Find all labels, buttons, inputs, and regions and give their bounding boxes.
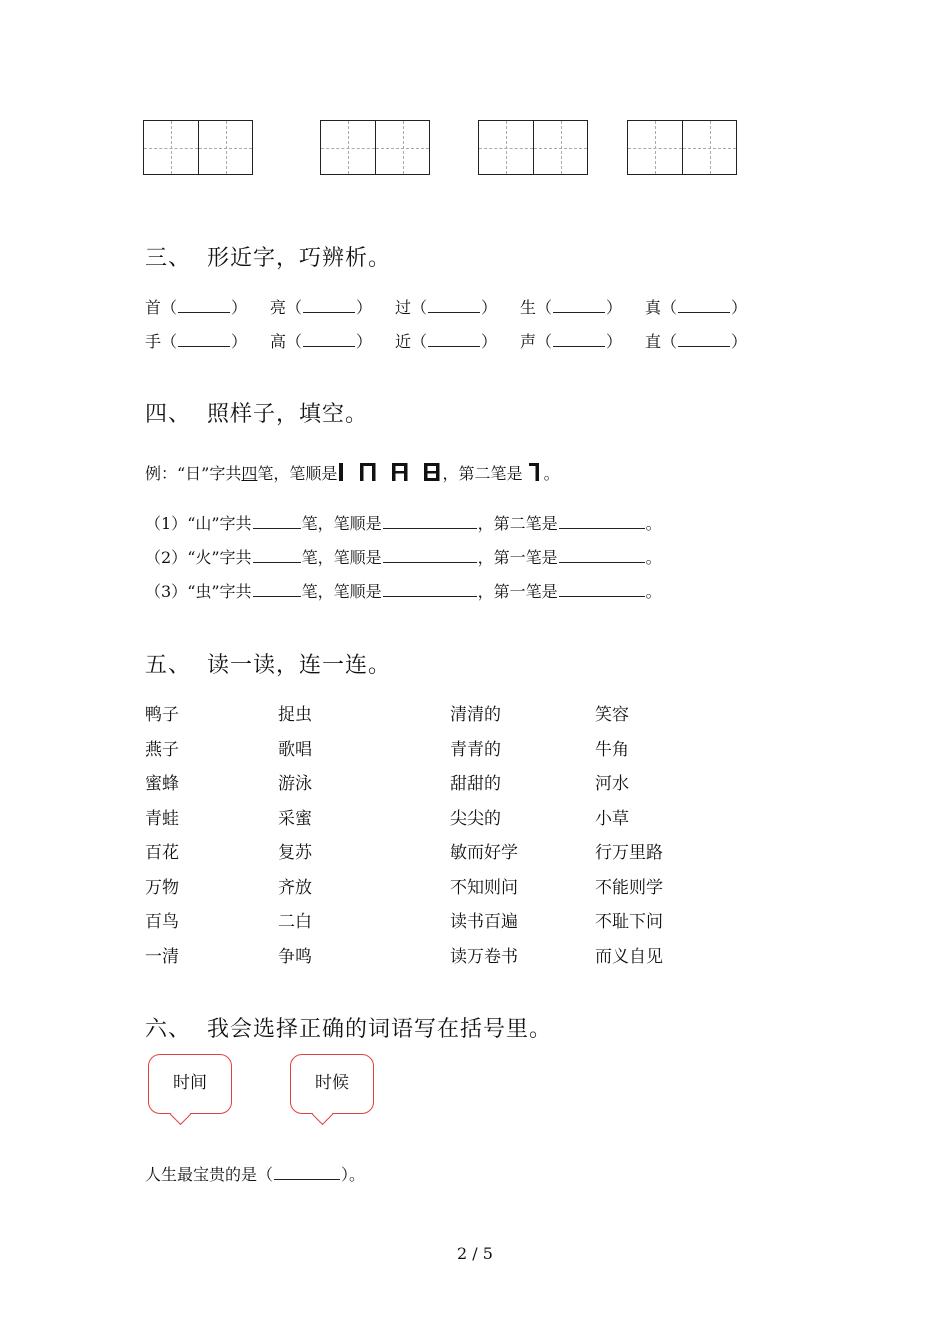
word-option-label: 时候: [315, 1073, 349, 1093]
section-4-heading: [145, 397, 368, 428]
match-item[interactable]: 百花: [145, 843, 179, 863]
match-item[interactable]: 甜甜的: [450, 774, 501, 794]
char-pair: 手（ ）: [145, 332, 248, 351]
writing-grid-3[interactable]: [478, 120, 588, 175]
match-item[interactable]: 齐放: [278, 877, 312, 898]
answer-blank[interactable]: [678, 311, 730, 313]
match-item[interactable]: 尖尖的: [450, 808, 501, 829]
match-item[interactable]: 鸭子: [145, 705, 179, 725]
match-item[interactable]: 万物: [145, 877, 179, 898]
section-title: 形近字，巧辨析。: [207, 246, 392, 271]
question-1: （1）“山”字共 笔，笔顺是 ，第二笔是 。: [145, 514, 662, 533]
match-item[interactable]: 捉虫: [278, 705, 312, 725]
char-pair: 直（ ）: [645, 332, 748, 351]
match-item[interactable]: 游泳: [278, 774, 312, 794]
page-number: 2 / 5: [457, 1244, 493, 1263]
match-item[interactable]: 青青的: [450, 739, 501, 760]
match-item[interactable]: 而义自见: [595, 946, 663, 967]
match-item[interactable]: 采蜜: [278, 808, 312, 829]
section-number: 三、: [145, 246, 192, 271]
match-item[interactable]: 一清: [145, 946, 179, 967]
fill-sentence: 人生最宝贵的是（ ）。: [145, 1165, 366, 1184]
char-pair: 高（ ）: [270, 332, 373, 351]
match-item[interactable]: 清清的: [450, 705, 501, 725]
match-col-2: [278, 700, 312, 976]
stroke-count-blank[interactable]: [253, 527, 301, 529]
stroke-blank[interactable]: [559, 561, 645, 563]
char-pair: 生（ ）: [520, 298, 623, 317]
stroke-count-blank[interactable]: [253, 595, 301, 597]
char-pair: 真（ ）: [645, 298, 748, 317]
match-item[interactable]: 不耻下问: [595, 912, 663, 932]
section-number: 五、: [145, 653, 192, 678]
match-item[interactable]: 燕子: [145, 739, 179, 760]
match-item[interactable]: 歌唱: [278, 739, 312, 760]
stroke-heng-zhe-icon: [528, 462, 540, 482]
match-item[interactable]: 河水: [595, 774, 629, 794]
section-3-heading: [145, 241, 391, 272]
match-item[interactable]: 二白: [278, 912, 312, 932]
match-item[interactable]: 读书百遍: [450, 912, 518, 932]
char-pair: 近（ ）: [395, 332, 498, 351]
match-item[interactable]: 争鸣: [278, 946, 312, 967]
stroke-order-blank[interactable]: [383, 595, 477, 597]
match-item[interactable]: 笑容: [595, 705, 629, 725]
writing-grid-2[interactable]: [320, 120, 430, 175]
example-line: 例：“日”字共四笔，笔顺是 ，第二笔是 。: [145, 464, 560, 483]
writing-grid-1[interactable]: [143, 120, 253, 175]
answer-blank[interactable]: [553, 345, 605, 347]
answer-blank[interactable]: [678, 345, 730, 347]
example-count: 四: [241, 464, 258, 483]
match-col-1: [145, 700, 179, 976]
answer-blank[interactable]: [178, 345, 230, 347]
stroke-blank[interactable]: [559, 527, 645, 529]
match-item[interactable]: 小草: [595, 808, 629, 829]
writing-grid-4[interactable]: [627, 120, 737, 175]
answer-blank[interactable]: [303, 311, 355, 313]
match-item[interactable]: 牛角: [595, 739, 629, 760]
word-option-label: 时间: [173, 1073, 207, 1093]
section-number: 四、: [145, 402, 192, 427]
match-col-4: [595, 700, 663, 976]
question-3: （3）“虫”字共 笔，笔顺是 ，第一笔是 。: [145, 582, 662, 601]
answer-blank[interactable]: [553, 311, 605, 313]
section-title: 我会选择正确的词语写在括号里。: [207, 1017, 553, 1042]
match-item[interactable]: 不知则问: [450, 877, 518, 898]
match-col-3: [450, 700, 518, 976]
question-2: （2）“火”字共 笔，笔顺是 ，第一笔是 。: [145, 548, 662, 567]
stroke-order-4-icon: [423, 462, 441, 482]
match-item[interactable]: 不能则学: [595, 877, 663, 898]
similar-chars-row-1: [145, 295, 770, 318]
match-item[interactable]: 行万里路: [595, 843, 663, 863]
char-pair: 亮（ ）: [270, 298, 373, 317]
answer-blank[interactable]: [428, 311, 480, 313]
bubble-tail: [170, 1104, 191, 1125]
bubble-tail: [312, 1104, 333, 1125]
match-item[interactable]: 读万卷书: [450, 946, 518, 967]
similar-chars-row-2: [145, 329, 770, 352]
section-title: 读一读，连一连。: [207, 653, 392, 678]
match-item[interactable]: 敏而好学: [450, 843, 518, 863]
section-5-heading: [145, 648, 391, 679]
answer-blank[interactable]: [178, 311, 230, 313]
stroke-order-blank[interactable]: [383, 527, 477, 529]
answer-blank[interactable]: [428, 345, 480, 347]
match-item[interactable]: 百鸟: [145, 912, 179, 932]
char-pair: 首（ ）: [145, 298, 248, 317]
answer-blank[interactable]: [274, 1178, 340, 1180]
stroke-order-2-icon: [359, 462, 377, 482]
match-item[interactable]: 蜜蜂: [145, 774, 179, 794]
section-6-heading: [145, 1012, 552, 1043]
char-pair: 过（ ）: [395, 298, 498, 317]
match-item[interactable]: 青蛙: [145, 808, 179, 829]
answer-blank[interactable]: [303, 345, 355, 347]
stroke-order-1-icon: [337, 462, 345, 482]
word-option-shijian[interactable]: [148, 1054, 232, 1114]
stroke-count-blank[interactable]: [253, 561, 301, 563]
char-pair: 声（ ）: [520, 332, 623, 351]
word-option-shihou[interactable]: [290, 1054, 374, 1114]
section-number: 六、: [145, 1017, 192, 1042]
stroke-blank[interactable]: [559, 595, 645, 597]
section-title: 照样子，填空。: [207, 402, 369, 427]
stroke-order-3-icon: [391, 462, 409, 482]
stroke-order-blank[interactable]: [383, 561, 477, 563]
match-item[interactable]: 复苏: [278, 843, 312, 863]
